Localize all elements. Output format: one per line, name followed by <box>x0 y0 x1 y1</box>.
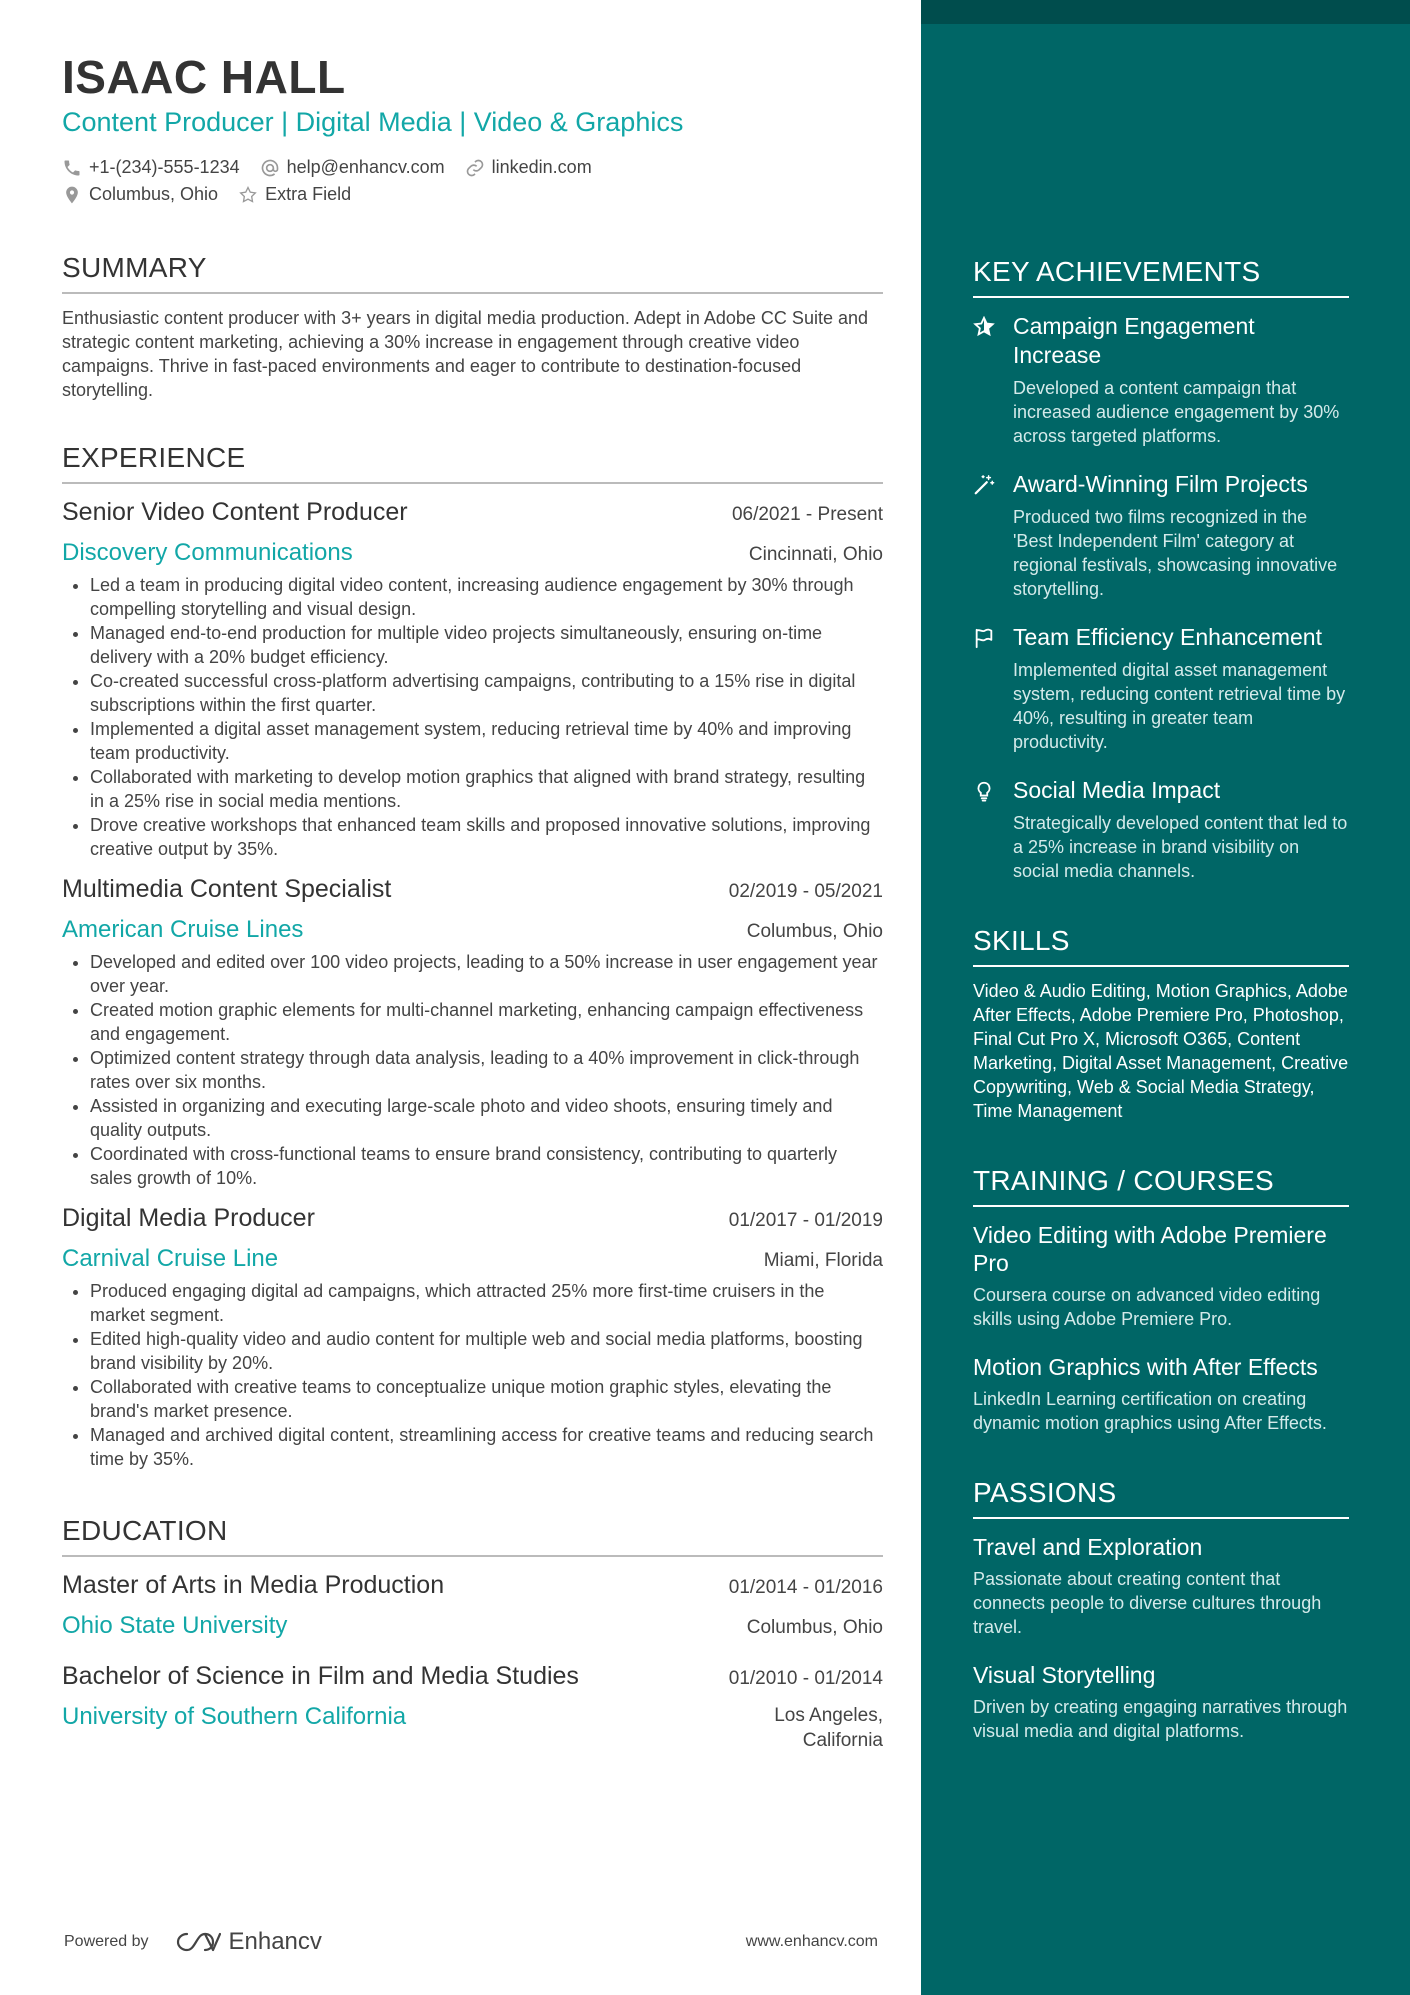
course-item <box>973 1221 1349 1331</box>
job-entry <box>62 498 883 861</box>
course-item <box>973 1353 1349 1435</box>
passion-item <box>973 1661 1349 1743</box>
school-name: University of Southern California <box>62 1703 407 1730</box>
passion-desc: Driven by creating engaging narratives through visual media and digital platforms. <box>973 1697 1348 1741</box>
job-date: 01/2017 - 01/2019 <box>728 1210 883 1231</box>
course-desc: LinkedIn Learning certification on creating dynamic motion graphics using After Effects. <box>973 1389 1327 1433</box>
achievement-item <box>973 776 1349 883</box>
job-date: 02/2019 - 05/2021 <box>728 881 883 902</box>
passion-desc: Passionate about creating content that connects people to diverse cultures through travel. <box>973 1569 1322 1637</box>
experience-section <box>62 442 883 1471</box>
linkedin-contact[interactable] <box>465 154 592 181</box>
bullet-item: • Led a team in producing digital video content, increasing audience engagement by 30% through compelling storytelling and visual design. <box>90 573 883 621</box>
at-icon <box>260 158 280 178</box>
achievement-title: Team Efficiency Enhancement <box>1013 624 1322 650</box>
passion-item <box>973 1533 1349 1639</box>
footer <box>64 1928 878 1956</box>
bullet-item: • Optimized content strategy through data analysis, leading to a 40% improvement in click-through rates over six months. <box>90 1046 883 1094</box>
passions-section <box>973 1477 1349 1743</box>
summary-section <box>62 252 883 402</box>
summary-text: Enthusiastic content producer with 3+ years in digital media production. Adept in Adobe CC Suite and strategic content marketing, achieving a 30% increase in engagement through creative video campaigns. Thrive in fast-paced environments and eager to contribute to destination-focused storytelling. <box>62 308 868 400</box>
bullet-item: • Developed and edited over 100 video projects, leading to a 50% increase in user engagement year over year. <box>90 950 883 998</box>
bullet-item: • Managed end-to-end production for multiple video projects simultaneously, ensuring on-time delivery with a 20% budget efficiency. <box>90 621 883 669</box>
job-title: Multimedia Content Specialist <box>62 875 392 903</box>
enhancv-logo[interactable] <box>175 1928 322 1956</box>
bullet-item: • Created motion graphic elements for multi-channel marketing, enhancing campaign effectiveness and engagement. <box>90 998 883 1046</box>
phone-icon <box>62 158 82 178</box>
course-title: Video Editing with Adobe Premiere Pro <box>973 1222 1327 1276</box>
email-text: help@enhancv.com <box>286 157 445 177</box>
achievement-title: Campaign Engagement Increase <box>1013 313 1255 368</box>
passion-title: Travel and Exploration <box>973 1534 1203 1560</box>
job-location: Columbus, Ohio <box>746 921 883 942</box>
bullet-item: • Collaborated with creative teams to conceptualize unique motion graphic styles, elevating the brand's market presence. <box>90 1375 883 1423</box>
achievement-desc: Developed a content campaign that increased audience engagement by 30% across targeted platforms. <box>1013 378 1340 446</box>
company-name: Discovery Communications <box>62 539 353 566</box>
star-icon <box>973 316 995 338</box>
bullet-item: • Collaborated with marketing to develop motion graphics that aligned with brand strategy, resulting in a 25% rise in social media mentions. <box>90 765 883 813</box>
location-pin-icon <box>62 185 82 205</box>
extra-field-contact <box>238 181 351 208</box>
location-text: Columbus, Ohio <box>89 184 219 204</box>
job-location: Cincinnati, Ohio <box>748 544 883 565</box>
passion-title: Visual Storytelling <box>973 1662 1156 1688</box>
education-entry <box>62 1662 883 1753</box>
phone-text: +1-(234)-555-1234 <box>89 157 240 177</box>
flag-icon <box>973 627 995 649</box>
achievements-title: KEY ACHIEVEMENTS <box>973 256 1349 298</box>
contact-info <box>62 154 883 208</box>
bullet-item: • Produced engaging digital ad campaigns, which attracted 25% more first-time cruisers in the market segment. <box>90 1279 883 1327</box>
location-contact <box>62 181 218 208</box>
summary-title: SUMMARY <box>62 252 883 294</box>
school-location: Columbus, Ohio <box>746 1617 883 1638</box>
company-name: Carnival Cruise Line <box>62 1245 279 1272</box>
bullet-item: • Managed and archived digital content, streamlining access for creative teams and reducing search time by 35%. <box>90 1423 883 1471</box>
job-entry <box>62 1204 883 1471</box>
extra-field-text: Extra Field <box>265 184 352 204</box>
achievement-desc: Implemented digital asset management system, reducing content retrieval time by 40%, resulting in greater team productivity. <box>1013 660 1346 752</box>
degree-title: Bachelor of Science in Film and Media Studies <box>62 1662 579 1690</box>
magic-wand-icon <box>973 474 995 496</box>
job-bullets <box>62 1279 883 1471</box>
school-location: Los Angeles, California <box>774 1705 883 1751</box>
achievement-title: Award-Winning Film Projects <box>1013 471 1308 497</box>
job-bullets <box>62 950 883 1190</box>
education-section <box>62 1515 883 1753</box>
education-date: 01/2010 - 01/2014 <box>728 1668 883 1689</box>
passions-title: PASSIONS <box>973 1477 1349 1519</box>
job-bullets <box>62 573 883 861</box>
bullet-item: • Assisted in organizing and executing large-scale photo and video shoots, ensuring timely and quality outputs. <box>90 1094 883 1142</box>
achievement-title: Social Media Impact <box>1013 777 1221 803</box>
candidate-name: ISAAC HALL <box>62 51 346 103</box>
education-title: EDUCATION <box>62 1515 883 1557</box>
job-date: 06/2021 - Present <box>731 504 883 525</box>
degree-title: Master of Arts in Media Production <box>62 1571 445 1599</box>
sidebar-top-band <box>921 0 1410 24</box>
bullet-item: • Coordinated with cross-functional teams to ensure brand consistency, contributing to quarterly sales growth of 10%. <box>90 1142 883 1190</box>
training-section <box>973 1165 1349 1435</box>
powered-by-text: Powered by <box>64 1933 149 1950</box>
achievement-item <box>973 623 1349 754</box>
enhancv-logo-text: Enhancv <box>228 1928 322 1955</box>
achievement-item <box>973 312 1349 448</box>
enhancv-logo-icon <box>175 1930 221 1954</box>
linkedin-text: linkedin.com <box>491 157 592 177</box>
job-title: Senior Video Content Producer <box>62 498 408 526</box>
candidate-subtitle: Content Producer | Digital Media | Video & Graphics <box>62 107 684 137</box>
company-name: American Cruise Lines <box>62 916 304 943</box>
achievement-item <box>973 470 1349 601</box>
link-icon <box>465 158 485 178</box>
course-title: Motion Graphics with After Effects <box>973 1354 1318 1380</box>
skills-title: SKILLS <box>973 925 1349 967</box>
lightbulb-icon <box>973 780 995 802</box>
sidebar-content <box>973 256 1349 1743</box>
job-title: Digital Media Producer <box>62 1204 315 1232</box>
achievement-desc: Strategically developed content that led to a 25% increase in brand visibility on social media channels. <box>1013 813 1348 881</box>
skills-text: Video & Audio Editing, Motion Graphics, Adobe After Effects, Adobe Premiere Pro, Photoshop, Final Cut Pro X, Microsoft O365, Content Marketing, Digital Asset Management, Creative Copywriting, Web & Social Media Strategy, Time Management <box>973 981 1349 1121</box>
education-entry <box>62 1571 883 1640</box>
job-location: Miami, Florida <box>763 1250 883 1271</box>
achievement-desc: Produced two films recognized in the 'Best Independent Film' category at regional festivals, showcasing innovative storytelling. <box>1013 507 1338 599</box>
bullet-item: • Edited high-quality video and audio content for multiple web and social media platforms, boosting brand visibility by 20%. <box>90 1327 883 1375</box>
training-title: TRAINING / COURSES <box>973 1165 1349 1207</box>
school-name: Ohio State University <box>62 1612 288 1639</box>
phone-contact[interactable] <box>62 154 240 181</box>
website-link[interactable]: www.enhancv.com <box>745 1933 878 1950</box>
bullet-item: • Implemented a digital asset management system, reducing retrieval time by 40% and improving team productivity. <box>90 717 883 765</box>
job-entry <box>62 875 883 1190</box>
skills-section <box>973 925 1349 1123</box>
bullet-item: • Co-created successful cross-platform advertising campaigns, contributing to a 15% rise in digital subscriptions within the first quarter. <box>90 669 883 717</box>
email-contact[interactable] <box>260 154 445 181</box>
education-date: 01/2014 - 01/2016 <box>728 1577 883 1598</box>
experience-title: EXPERIENCE <box>62 442 883 484</box>
course-desc: Coursera course on advanced video editing skills using Adobe Premiere Pro. <box>973 1285 1321 1329</box>
star-outline-icon <box>238 185 258 205</box>
bullet-item: • Drove creative workshops that enhanced team skills and proposed innovative solutions, improving creative output by 35%. <box>90 813 883 861</box>
